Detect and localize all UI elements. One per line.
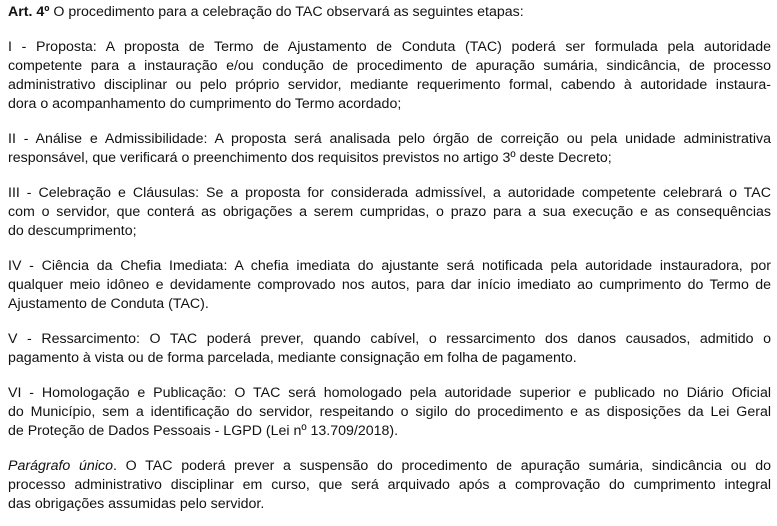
article-line: [8, 3, 771, 22]
item-vi: [8, 384, 771, 441]
article-intro: O procedimento para a celebração do TAC observará as seguintes etapas:: [49, 4, 524, 20]
text-line: I - Proposta: A proposta de Termo de Ajustamento de Conduta (TAC) poderá ser formulada pela autoridade: [8, 39, 771, 55]
text-line: do descumprimento;: [8, 223, 137, 239]
text-line: de Proteção de Dados Pessoais - LGPD (Lei nº 13.709/2018).: [8, 423, 399, 439]
text-line: processo administrativo disciplinar em curso, que será arquivado após a comprovação do cumprimento integral: [8, 477, 771, 493]
text-line: III - Celebração e Cláusulas: Se a proposta for considerada admissível, a autoridade competente celebrará o TAC: [8, 185, 771, 201]
text-line: V - Ressarcimento: O TAC poderá prever, quando cabível, o ressarcimento dos danos causados, admitido o: [8, 331, 771, 347]
item-iii: [8, 184, 771, 241]
text-line: pagamento à vista ou de forma parcelada, mediante consignação em folha de pagamento.: [8, 350, 577, 366]
text-line: qualquer meio idôneo e devidamente comprovado nos autos, para dar início imediato ao cumprimento do Termo de: [8, 277, 771, 293]
article-label: Art. 4º: [8, 4, 50, 20]
text-line: dora o acompanhamento do cumprimento do Termo acordado;: [8, 96, 402, 112]
article-heading: [8, 3, 771, 22]
text-line: IV - Ciência da Chefia Imediata: A chefia imediata do ajustante será notificada pela autoridade instauradora, por: [8, 258, 771, 274]
text-line: VI - Homologação e Publicação: O TAC será homologado pela autoridade superior e publicado no Diário Oficial: [8, 385, 771, 401]
text-line: das obrigações assumidas pelo servidor.: [8, 496, 265, 512]
item-ii: [8, 130, 771, 168]
text-line: II - Análise e Admissibilidade: A proposta será analisada pelo órgão de correição ou pela unidade administrativa: [8, 131, 771, 147]
text-line: administrativo disciplinar ou pelo próprio servidor, mediante requerimento formal, cabendo à autoridade instaura-: [8, 77, 771, 93]
item-iv: [8, 257, 771, 314]
sole-paragraph-label: Parágrafo único: [8, 458, 113, 474]
sole-paragraph-first-line: . O TAC poderá prever a suspensão do procedimento de apuração sumária, sindicância ou do: [112, 458, 771, 474]
text-line: responsável, que verificará o preenchimento dos requisitos previstos no artigo 3º deste Decreto;: [8, 150, 612, 166]
item-v: [8, 330, 771, 368]
text-line: competente para a instauração e/ou condução de procedimento de apuração sumária, sindicância, de processo: [8, 58, 771, 74]
text-line: [8, 457, 771, 476]
sole-paragraph: [8, 457, 771, 514]
text-line: do Município, sem a identificação do servidor, respeitando o sigilo do procedimento e as disposições da Lei Geral: [8, 404, 771, 420]
text-line: com o servidor, que conterá as obrigações a serem cumpridas, o prazo para a sua execução e as consequências: [8, 204, 771, 220]
item-i: [8, 38, 771, 114]
text-line: Ajustamento de Conduta (TAC).: [8, 296, 209, 312]
